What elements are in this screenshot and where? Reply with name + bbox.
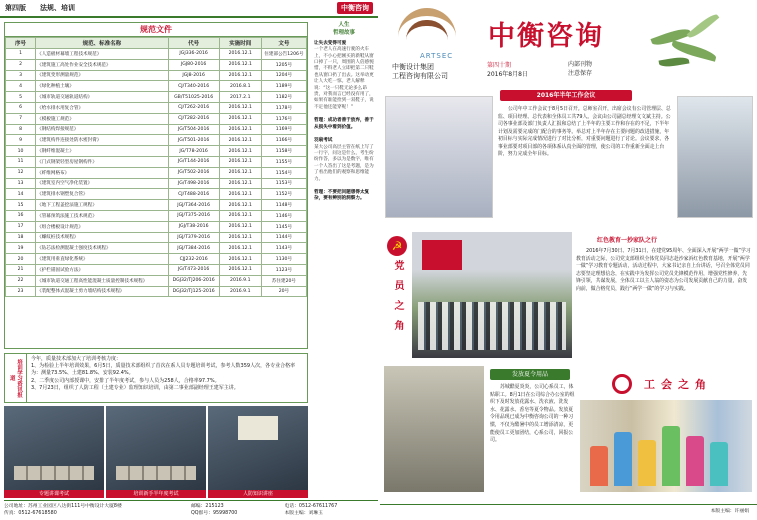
table-row [6,264,307,275]
table-row [6,189,307,200]
photo-caption: 人防知识讲座 [208,490,308,498]
table-row [6,210,307,221]
table-row [6,178,307,189]
section-name: 法规、培训 [40,4,75,12]
row-doc: 1166号 [261,135,306,146]
table-row [6,156,307,167]
row-date: 2017.2.1 [219,92,261,103]
footer-qq: QQ群号：95998700 [191,511,238,516]
row-doc: 1152号 [261,189,306,200]
row-code: JGJ/T375-2016 [168,210,219,221]
left-footer [4,500,378,517]
row-code: CJ/T340-2016 [168,81,219,92]
row-date: 2016.12.1 [219,124,261,135]
row-code: GB/T51025-2016 [168,92,219,103]
col-code: 代号 [168,38,219,49]
column-subhead: 哲理故事 [332,30,355,37]
row-name: 《门式钢架轻型房屋钢构件》 [36,156,168,167]
row-no: 18 [6,232,36,243]
row-no: 19 [6,243,36,254]
footer-fax: 传真：0512-67618580 [4,511,57,516]
footer-zip: 邮编：215123 [191,504,224,509]
notice-line: 1、为检验上半年培训效果，6月5日，质量技术部组织了首次在系人员专题培训考试，参考人数359人次，各专业合格率为：测量73.5%、土建81.8%、安装92.4%。 [31,363,296,377]
row-date: 2016.12.1 [219,200,261,211]
logo-text: ARTSEC [420,52,454,60]
notice-side-title: 培训学习资讯报道 [5,354,27,402]
row-name: 《绿化种植土壤》 [36,81,168,92]
row-no: 9 [6,135,36,146]
row-date: 2016.12.1 [219,113,261,124]
story-2 [312,136,376,185]
col-doc: 文号 [261,38,306,49]
row-name: 《城市轨道交通工程高性能混凝土质量控制技术规程》 [36,275,168,286]
union-delivery-photo [384,366,484,492]
row-date: 2016.12.1 [219,146,261,157]
row-name: 《地下工程盖挖法施工规程》 [36,200,168,211]
row-name: 《建筑变形测量规范》 [36,70,168,81]
row-code: JGJ/T384-2016 [168,243,219,254]
company-name-1: 中衡设计集团 [392,63,434,71]
union-side-title: 工会之角 [644,378,712,391]
row-name: 《钢纤维混凝土》 [36,146,168,157]
masthead [380,0,757,80]
company-logo-icon [398,8,456,46]
row-code: JG/T502-2016 [168,167,219,178]
party-group-photo [412,232,572,358]
row-no: 2 [6,59,36,70]
row-doc: 住建部公告1206号 [261,49,306,60]
footer-address: 公司地址：苏州工业园区八达街111号中衡设计大厦8楼 [4,504,122,509]
row-no: 20 [6,254,36,265]
row-date: 2016.12.1 [219,254,261,265]
row-code: JG/T144-2016 [168,156,219,167]
left-page [0,0,378,520]
story-2-text: 某大公司高层主管在纸上写了一行字，问这是什么，考生纷纷作答，多以为是数字，唯有一个人答出了这是考题，是为了看出他们的观察和思维能力。 [314,144,374,182]
internal-line-2: 注意保存 [568,70,593,77]
table-row [6,243,307,254]
row-doc: 1144号 [261,232,306,243]
standards-header-row [6,38,307,49]
story-2-moral: 哲理：不要把问题想得太复杂，要有辨别的洞察力。 [314,189,370,202]
table-row [6,49,307,60]
row-name: 《建筑用垂直绿化系统》 [36,254,168,265]
union-section [380,366,757,496]
row-code: JGJ8-2016 [168,70,219,81]
footer-tel: 电话：0512-67611767 [284,504,338,509]
table-row [6,200,307,211]
table-row [6,167,307,178]
row-date: 2016.12.1 [219,264,261,275]
row-no: 13 [6,178,36,189]
page-number: 第四版 [5,4,26,12]
row-doc: 20号 [261,286,306,297]
training-notice [4,353,308,403]
row-date: 2016.12.1 [219,167,261,178]
left-header [0,0,378,18]
row-doc: 1153号 [261,178,306,189]
col-name: 规范、标准名称 [36,38,168,49]
internal-note [568,60,592,78]
row-doc: 1205号 [261,59,306,70]
table-row [6,254,307,265]
row-no: 7 [6,113,36,124]
story-1 [312,39,376,113]
table-row [6,59,307,70]
table-row [6,70,307,81]
row-name: 《管幕预筑法施工技术规范》 [36,210,168,221]
row-doc: 1158号 [261,146,306,157]
row-code: CJ/T262-2016 [168,102,219,113]
row-date: 2016.12.1 [219,59,261,70]
row-name: 《建筑构件连接处防水密封膏》 [36,135,168,146]
row-name: 《纤维网格布》 [36,167,168,178]
union-title: 发放夏令用品 [490,369,570,380]
row-name: 《人造板材幕墙工程技术规范》 [36,49,168,60]
work-meeting-section [380,90,757,230]
row-code: JG/T504-2016 [168,124,219,135]
party-side-title: 党员之角 [392,260,403,340]
row-no: 11 [6,156,36,167]
table-row [6,124,307,135]
table-row [6,286,307,297]
row-doc: 1204号 [261,70,306,81]
row-name: 《城市轨道交通轨道结构》 [36,92,168,103]
row-name: 《钻芯法检测混凝土强度技术规程》 [36,243,168,254]
row-date: 2016.12.1 [219,210,261,221]
row-code: CJ/T282-2016 [168,113,219,124]
notice-line: 3、7月23日，组织了人防工程（土建专业）监理知识培训，由第二事业部副经理王建军主讲。 [31,384,239,391]
row-name: 《模板施工规范》 [36,113,168,124]
row-no: 15 [6,200,36,211]
row-date: 2016.12.1 [219,232,261,243]
row-name: 《螺纹桩技术规程》 [36,232,168,243]
row-doc: 1148号 [261,200,306,211]
meeting-speaker-photo [385,96,493,218]
issue-date: 2016年8月8日 [487,71,528,78]
row-date: 2016.12.1 [219,70,261,81]
row-code: JG/T498-2016 [168,178,219,189]
row-date: 2016.12.1 [219,243,261,254]
row-name: 《建筑排水钢塑复合管》 [36,189,168,200]
row-date: 2016.12.1 [219,189,261,200]
photo-screen [238,416,278,440]
row-no: 5 [6,92,36,103]
summer-goods-photo [580,400,752,492]
notice-body [27,354,307,402]
internal-line-1: 内部刊物 [568,61,593,68]
row-name: 《钢结构焊接规范》 [36,124,168,135]
row-doc: 1178号 [261,102,306,113]
row-doc: 1176号 [261,113,306,124]
photo-desk [116,466,196,480]
row-no: 17 [6,221,36,232]
party-text: 2016年7月30日、7月31日，在建党95周年、全面深入开展“两学一做”学习教育活动之际，公司党支部组织全体党员同志赴沙家浜红色教育基地，开展“两学一做”学习教育专题活动，活动过程中，大家书记亲自上台讲话，号召全体党员同志要坚定理想信念，在实践中为发挥公司党员先锋模范作用，增强党性修养，先锋引领，共谋发展，全体员工以主人翁的姿态为公司发展贡献自己的力量，奋发向前，做合格党员，践行“两学一做”的学习与实践。 [576,248,751,292]
row-date: 2016.12.1 [219,49,261,60]
row-name: 《建筑施工高处作业安全技术规范》 [36,59,168,70]
standards-table [5,37,307,297]
row-code: JGJ/T38-2016 [168,221,219,232]
party-emblem-icon: ☭ [387,236,407,256]
story-1-moral: 哲理：成功者善于放弃，善于从损失中看到价值。 [314,118,374,130]
row-code: CJ/T488-2016 [168,189,219,200]
work-title: 2016年半年工作会议 [500,90,632,101]
row-code: JGJ/T364-2016 [168,200,219,211]
row-no: 8 [6,124,36,135]
row-no: 21 [6,264,36,275]
row-no: 6 [6,102,36,113]
row-date: 2016.8.1 [219,81,261,92]
col-date: 实施时间 [219,38,261,49]
row-code: JG/T473-2016 [168,264,219,275]
footer-editor: 本版主编：刘琳玉 [284,511,323,516]
row-date: 2016.9.1 [219,275,261,286]
training-photos [4,406,308,498]
row-date: 2016.12.1 [219,221,261,232]
table-row [6,113,307,124]
row-no: 12 [6,167,36,178]
row-no: 10 [6,146,36,157]
table-row [6,221,307,232]
row-doc: 1123号 [261,264,306,275]
column-head: 人生 [338,22,350,28]
row-name: 《装配整体式混凝土剪力墙结构技术规程》 [36,286,168,297]
row-no: 4 [6,81,36,92]
table-row [6,146,307,157]
table-row [6,102,307,113]
row-doc: 1146号 [261,210,306,221]
notice-line: 2、二季度公司内部授课中，安排了半年度考试，参与人员为258人，合格率97.7%。 [31,377,220,384]
table-row [6,275,307,286]
story-2-title: 羽扇考试 [314,138,333,144]
row-doc: 1182号 [261,92,306,103]
table-row [6,232,307,243]
photo-exam [4,406,104,498]
standards-box [4,22,308,349]
row-doc: 1145号 [261,221,306,232]
work-text: 公司年中工作会议于8月5日召开。总师室召开，出席会议有公司管理层、总监、项目经理、总代表和全体员工共79人。会议由公司副总经理文文斌主持。公司各事业部及部门负责人汇报和总结了上半年的主要工作和存在的不足，下半年计划及需要完成的门配合的事务等。举总对上半年存在主要问题的改进措施，年初目标与实际完成情况进行了对比分析，对重要问题进行了讨论。会议要求，各事业部要对项目部的各项体系认真全面的管理，使公司的工作重新全面走上台阶，努力完成全年目标。 [498,106,671,157]
row-date: 2016.12.1 [219,178,261,189]
row-doc: 1169号 [261,124,306,135]
row-no: 22 [6,275,36,286]
row-name: 《组合楼板设计规范》 [36,221,168,232]
photo-desk [14,466,94,480]
row-name: 《护栏锚固试验方法》 [36,264,168,275]
row-doc: 1154号 [261,167,306,178]
row-code: JG/T501-2016 [168,135,219,146]
table-row [6,92,307,103]
row-code: JGJ336-2016 [168,49,219,60]
union-logo-icon [612,374,632,394]
table-row [6,135,307,146]
row-no: 14 [6,189,36,200]
row-date: 2016.12.1 [219,156,261,167]
newspaper-name: 中衡咨询 [488,21,604,52]
row-code: JGJ/T379-2016 [168,232,219,243]
party-side [384,232,410,358]
row-no: 3 [6,70,36,81]
right-footer: 本版主编：许丽娟 [380,504,757,514]
row-doc: 1189号 [261,81,306,92]
row-code: DGJ32/TJ125-2016 [168,286,219,297]
row-name: 《建筑室内空气净化装置》 [36,178,168,189]
row-code: DGJ32/TJ206-2016 [168,275,219,286]
row-doc: 1155号 [261,156,306,167]
photo-midyear [106,406,206,498]
union-text: 苏城酷夏炎炎，公司心系员工，体贴职工。8月1日在公司综合办公室的组织下及时发放花露水、洗衣液、洗发水、花露水、香皂等夏令物品。发放夏令用品现已成为中衡咨询公司的一种习惯，不仅为酷暑中的员工增添清凉，更能使员工更加团结，心系公司，回报公司。 [490,384,575,444]
row-date: 2016.12.1 [219,102,261,113]
row-doc: 苏住建20号 [261,275,306,286]
photo-caption: 专题讲课考试 [4,490,104,498]
story-1-text: 一个老人在高速行驶的火车上，不小心把刚买的新鞋从窗口掉了一只，周围的人倍感惋惜，不料老人立即把第二只鞋也从窗口扔了出去。这举动更让人大吃一惊。老人解释说：“这一只鞋无论多么昂贵，对我而言已经没有用了，如果有谁能捡到一双鞋子，说不定他还能穿呢！” [314,47,374,110]
row-doc: 1130号 [261,254,306,265]
row-doc: 1143号 [261,243,306,254]
party-section [380,232,757,362]
row-code: CJJ232-2016 [168,254,219,265]
company-name-2: 工程咨询有限公司 [392,72,448,80]
row-date: 2016.12.1 [219,135,261,146]
photo-lecture [208,406,308,498]
standards-title: 规范文件 [5,23,307,37]
table-row [6,81,307,92]
issue-number: 第四十期 [487,62,512,69]
meeting-presenter-photo [677,96,753,218]
story-1-title: 让失去变得可爱 [314,40,347,46]
row-code: JGJ80-2016 [168,59,219,70]
party-title: 红色教育一抄家队之行 [596,237,657,244]
header-logo: 中衡咨询 [337,2,373,14]
row-date: 2016.9.1 [219,286,261,297]
right-page [380,0,757,520]
photo-caption: 培训新手半年度考试 [106,490,206,498]
row-code: JG/T78-2016 [168,146,219,157]
row-no: 1 [6,49,36,60]
row-no: 16 [6,210,36,221]
row-no: 23 [6,286,36,297]
notice-line: 今年，质量技术部加大了培训考核力度： [31,356,122,362]
col-no: 序号 [6,38,36,49]
bamboo-decoration-icon [641,2,749,78]
row-name: 《给水排水用复合管》 [36,102,168,113]
philosophy-column [312,22,376,492]
